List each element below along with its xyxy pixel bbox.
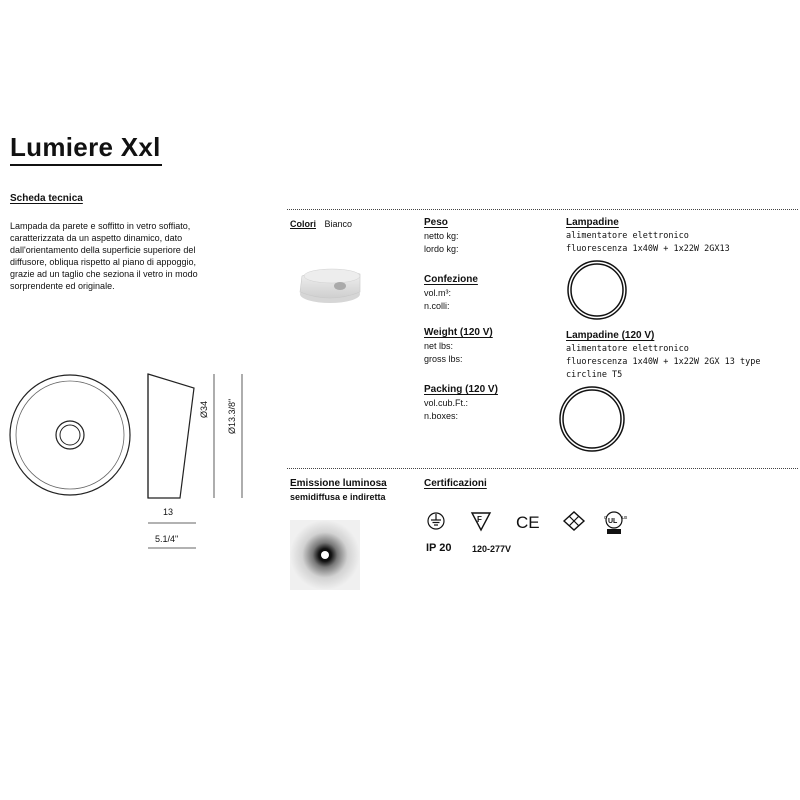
emissione-heading: Emissione luminosa (290, 478, 387, 489)
peso-heading: Peso (424, 217, 448, 228)
svg-text:us: us (622, 515, 628, 521)
side-view-drawing (148, 374, 194, 498)
lampadine-heading: Lampadine (566, 217, 619, 228)
lampadine-line: fluorescenza 1x40W + 1x22W 2GX13 (566, 244, 730, 254)
light-emission-diagram (290, 520, 360, 590)
emissione-value: semidiffusa e indiretta (290, 492, 386, 502)
lampadine-120v-lines (566, 343, 760, 382)
svg-text:c: c (604, 515, 607, 521)
certification-icons (424, 508, 654, 536)
ground-symbol-icon (428, 513, 444, 529)
lampadine-120v-heading: Lampadine (120 V) (566, 330, 655, 341)
front-view-drawing (10, 375, 130, 495)
packing-line: vol.cub.Ft.: (424, 398, 469, 408)
description-line: diffusore, obliqua rispetto al piano di appoggio, (10, 257, 196, 267)
weight-lines (424, 340, 463, 366)
f-triangle-icon (472, 513, 490, 530)
lampadine-120v-line: alimentatore elettronico (566, 344, 689, 354)
middle-dotted-divider (287, 468, 798, 469)
colori-label: Colori (290, 219, 316, 229)
peso-line: lordo kg: (424, 244, 459, 254)
packing-lines (424, 397, 468, 423)
ul-listed-icon (604, 512, 628, 534)
description-line: Lampada da parete e soffitto in vetro soffiato, (10, 221, 191, 231)
diameter-inch-label: Ø13.3/8" (227, 398, 237, 434)
confezione-lines (424, 287, 451, 313)
svg-text:UL: UL (608, 518, 618, 525)
enec-mark-icon (564, 512, 584, 530)
confezione-line: vol.m³: (424, 288, 451, 298)
circline-bulb-120v-icon (556, 384, 628, 456)
svg-text:CE: CE (516, 513, 540, 532)
lampadine-line: alimentatore elettronico (566, 231, 689, 241)
confezione-line: n.colli: (424, 301, 450, 311)
weight-heading: Weight (120 V) (424, 327, 493, 338)
colori-value: Bianco (324, 219, 353, 229)
lamp-color-swatch (296, 262, 368, 306)
packing-heading: Packing (120 V) (424, 384, 498, 395)
weight-line: gross lbs: (424, 354, 463, 364)
ce-mark-icon (516, 513, 540, 532)
circline-bulb-icon (564, 258, 632, 322)
top-dotted-divider (287, 209, 798, 210)
description-line: caratterizzata da un aspetto dinamico, dato (10, 233, 183, 243)
ip-rating: IP 20 (426, 542, 452, 554)
description-line: dall'orientamento della superficie superiore del (10, 245, 196, 255)
svg-text:F: F (477, 515, 482, 524)
peso-line: netto kg: (424, 231, 459, 241)
voltage-range: 120-277V (472, 544, 512, 554)
lampadine-120v-line: fluorescenza 1x40W + 1x22W 2GX 13 type (566, 357, 761, 367)
colori-row (290, 219, 352, 229)
confezione-heading: Confezione (424, 274, 478, 285)
lampadine-lines (566, 230, 730, 256)
diameter-cm-label: Ø34 (199, 400, 209, 418)
packing-line: n.boxes: (424, 411, 459, 421)
scheda-tecnica-heading: Scheda tecnica (10, 193, 83, 204)
lampadine-120v-line: circline T5 (566, 370, 623, 380)
title-underline (10, 164, 162, 166)
height-inch-label: 5.1/4" (155, 534, 179, 544)
description-line: grazie ad un taglio che seziona il vetro in modo (10, 269, 198, 279)
certificazioni-heading: Certificazioni (424, 478, 487, 489)
description-line: sorprendente ed originale. (10, 281, 115, 291)
peso-lines (424, 230, 459, 256)
height-cm-label: 13 (163, 507, 174, 517)
weight-line: net lbs: (424, 341, 454, 351)
description-text (10, 220, 280, 292)
product-title: Lumiere Xxl (10, 132, 161, 162)
